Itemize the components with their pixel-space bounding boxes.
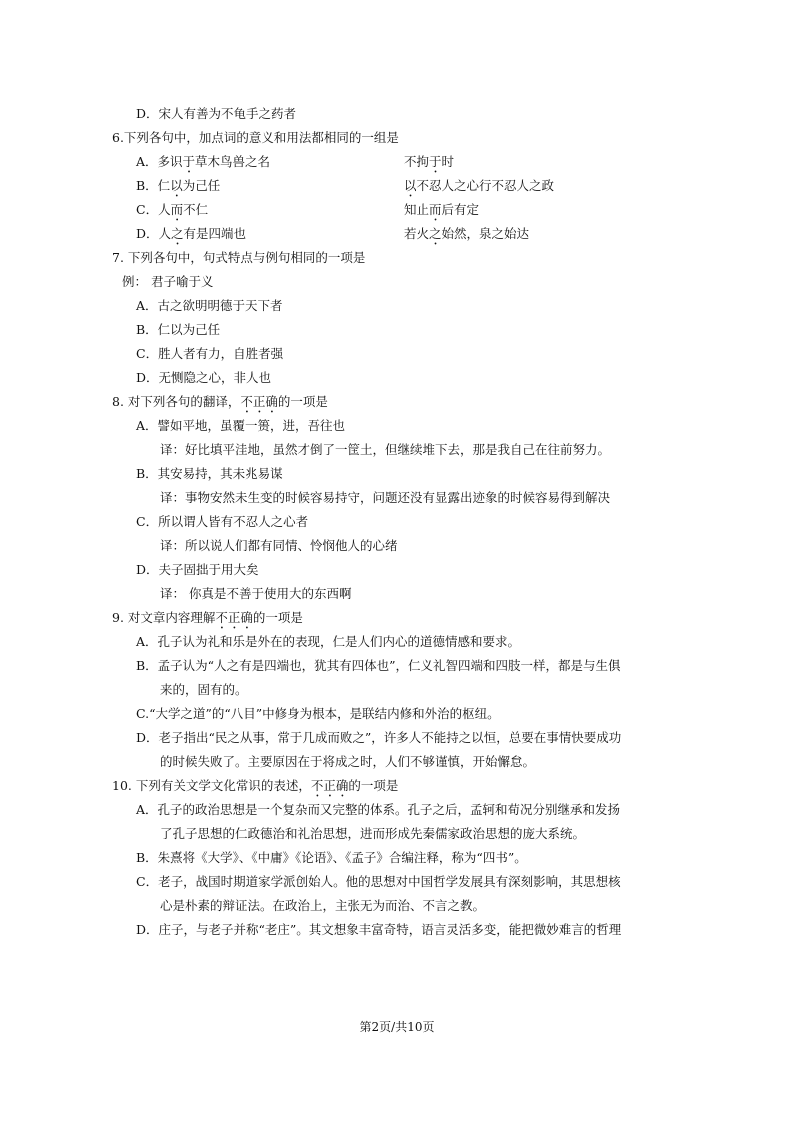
- q6-option-d-right: 若火之始然，泉之始达: [404, 226, 530, 241]
- q7-stem: 7. 下列各句中，句式特点与例句相同的一项是: [112, 250, 366, 265]
- emphasis-word: 之: [171, 226, 184, 241]
- q8-option-c-translation: 译：所以说人们都有同情、怜悯他人的心绪: [160, 538, 398, 553]
- q9-option-d-cont: 的时候失败了。主要原因在于将成之时，人们不够谨慎，开始懈怠。: [160, 754, 536, 769]
- q6-option-c-left: C．人而不仁: [136, 202, 209, 217]
- emphasis-word: 于: [182, 154, 196, 169]
- emphasis-word: 之: [429, 226, 442, 241]
- q9-option-b-cont: 来的，固有的。: [160, 682, 248, 697]
- emphasis-word: 不正确: [310, 778, 349, 793]
- q9-option-b: B．孟子认为“人之有是四端也，犹其有四体也”，仁义礼智四端和四肢一样，都是与生俱: [136, 658, 621, 673]
- q6-option-b-right: 以不忍人之心行不忍人之政: [404, 178, 555, 193]
- q5-option-d: D．宋人有善为不龟手之药者: [136, 106, 297, 121]
- q10-option-b: B．朱熹将《大学》、《中庸》《论语》、《孟子》合编注释，称为“四书”。: [136, 850, 527, 865]
- emphasis-word: 而: [170, 202, 184, 217]
- q10-stem: 10. 下列有关文学文化常识的表述，不正确的一项是: [112, 778, 399, 793]
- q8-option-c: C．所以谓人皆有不忍人之心者: [136, 514, 309, 529]
- q6-option-b-left: B．仁以为己任: [136, 178, 221, 193]
- q9-option-a: A．孔子认为礼和乐是外在的表现，仁是人们内心的道德情感和要求。: [136, 634, 521, 649]
- q9-stem: 9. 对文章内容理解不正确的一项是: [112, 610, 303, 625]
- emphasis-word: 而: [429, 202, 442, 217]
- q6-option-d-left: D．人之有是四端也: [136, 226, 247, 241]
- q7-example: 例： 君子喻于义: [122, 274, 214, 289]
- q10-option-a-cont: 了孔子思想的仁政德治和礼治思想，进而形成先秦儒家政治思想的庞大系统。: [160, 826, 586, 841]
- q9-option-c: C.“大学之道”的“八目”中修身为根本，是联结内修和外治的枢纽。: [136, 706, 500, 721]
- q7-option-d: D．无恻隐之心，非人也: [136, 370, 272, 385]
- q7-option-a: A．古之欲明明德于天下者: [136, 298, 283, 313]
- q9-option-d: D．老子指出“民之从事，常于几成而败之”，许多人不能持之以恒，总要在事情快要成功: [136, 730, 622, 745]
- emphasis-word: 以: [170, 178, 183, 193]
- page-footer: 第2页/共10页: [359, 1020, 435, 1034]
- emphasis-word: 以: [404, 178, 417, 193]
- q8-option-a-translation: 译：好比填平洼地，虽然才倒了一筐土，但继续堆下去，那是我自己在往前努力。: [160, 442, 611, 457]
- q7-option-c: C．胜人者有力，自胜者强: [136, 346, 284, 361]
- q10-option-c-cont: 心是朴素的辩证法。在政治上，主张无为而治、不言之教。: [160, 898, 486, 913]
- emphasis-word: 不正确: [215, 610, 253, 625]
- emphasis-word: 不正确: [240, 394, 278, 409]
- q10-option-c: C．老子，战国时期道家学派创始人。他的思想对中国哲学发展具有深刻影响，其思想核: [136, 874, 621, 889]
- q8-option-a: A．譬如平地，虽覆一篑，进，吾往也: [136, 418, 346, 433]
- q6-option-c-right: 知止而后有定: [404, 202, 480, 217]
- emphasis-word: 于: [429, 154, 442, 169]
- q6-option-a-left: A．多识于草木鸟兽之名: [136, 154, 271, 169]
- q6-stem: 6.下列各句中，加点词的意义和用法都相同的一组是: [112, 130, 399, 145]
- q10-option-d: D．庄子，与老子并称“老庄”。其文想象丰富奇特，语言灵活多变，能把微妙难言的哲理: [136, 922, 622, 937]
- q7-option-b: B．仁以为己任: [136, 322, 221, 337]
- q8-option-d: D．夫子固拙于用大矣: [136, 562, 259, 577]
- q8-stem: 8. 对下列各句的翻译，不正确的一项是: [112, 394, 328, 409]
- q8-option-b: B．其安易持，其未兆易谋: [136, 466, 283, 481]
- q6-option-a-right: 不拘于时: [404, 154, 455, 169]
- q8-option-b-translation: 译：事物安然未生变的时候容易持守，问题还没有显露出迹象的时候容易得到解决: [160, 490, 611, 505]
- q8-option-d-translation: 译： 你真是不善于使用大的东西啊: [160, 586, 352, 601]
- q10-option-a: A．孔子的政治思想是一个复杂而又完整的体系。孔子之后，孟轲和荀况分别继承和发扬: [136, 802, 621, 817]
